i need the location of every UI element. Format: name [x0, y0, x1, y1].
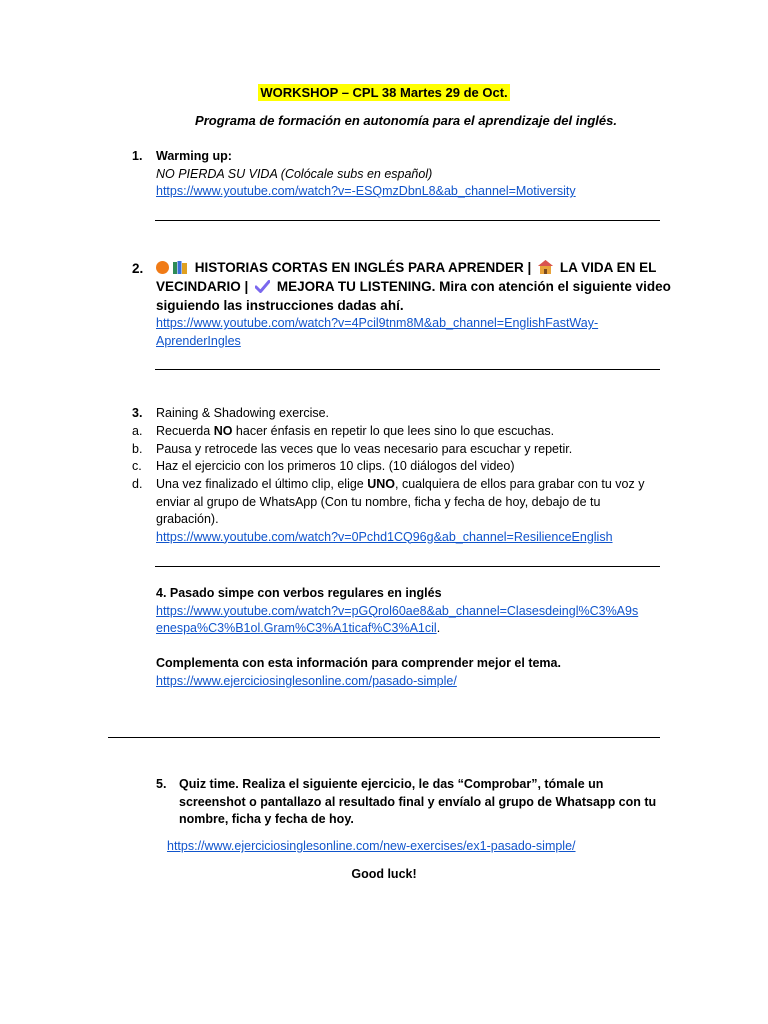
orange-circle-icon — [156, 261, 169, 274]
section4 — [156, 585, 676, 690]
section3-item-a-bold: NO — [213, 424, 233, 438]
section3-number: 3. — [132, 406, 143, 420]
section2-link-line2[interactable]: AprenderIngles — [156, 333, 241, 348]
section5-line3: nombre, ficha y fecha de hoy. — [179, 812, 354, 826]
section3-item-d-bold: UNO — [367, 477, 395, 491]
section4-complement-link[interactable]: https://www.ejerciciosinglesonline.com/pasado-simple/ — [156, 673, 457, 688]
checkmark-icon — [255, 280, 270, 293]
section3-item-c: Haz el ejercicio con los primeros 10 clips. (10 diálogos del video) — [156, 459, 515, 473]
section3-item-d-pre: Una vez finalizado el último clip, elige — [156, 477, 368, 491]
section3-item-d-line3: grabación). — [156, 512, 219, 526]
page-title — [0, 85, 768, 100]
section5-number: 5. — [156, 777, 167, 791]
section5-line2: screenshot o pantallazo al resultado final y envíalo al grupo de Whatsapp con tu — [179, 794, 657, 809]
section3-heading: Raining & Shadowing exercise. — [156, 406, 330, 420]
section5-line1: Quiz time. Realiza el siguiente ejercicio, le das “Comprobar”, tómale un — [179, 777, 604, 791]
section2-title-part1: HISTORIAS CORTAS EN INGLÉS PARA APRENDER | — [194, 260, 532, 275]
closing-text: Good luck! — [351, 867, 417, 881]
section3-item-d-line2: enviar al grupo de WhatsApp (Con tu nombre, ficha y fecha de hoy, debajo de tu — [156, 494, 601, 509]
section2-number: 2. — [132, 261, 144, 276]
section2 — [156, 258, 676, 315]
section4-link-line1[interactable]: https://www.youtube.com/watch?v=pGQrol60ae8&ab_channel=Clasesdeingl%C3%A9s — [156, 603, 639, 618]
section3-item-c-letter: c. — [132, 459, 142, 473]
divider-2 — [155, 369, 660, 370]
section2-title-part5: siguiendo las instrucciones dadas ahí. — [156, 298, 404, 313]
divider-3 — [155, 566, 660, 567]
section1-heading: Warming up: — [156, 149, 232, 163]
section5 — [179, 776, 679, 829]
section4-heading: 4. Pasado simpe con verbos regulares en inglés — [156, 586, 442, 600]
section3-item-b: Pausa y retrocede las veces que lo veas necesario para escuchar y repetir. — [156, 442, 573, 456]
section3-item-a-letter: a. — [132, 424, 143, 438]
section3-item-a-post: hacer énfasis en repetir lo que lees sino lo que escuchas. — [232, 424, 555, 438]
section3-item-b-letter: b. — [132, 442, 143, 456]
section2-link-line1[interactable]: https://www.youtube.com/watch?v=4Pcil9tnm8M&ab_channel=EnglishFastWay- — [156, 316, 599, 330]
books-icon — [173, 261, 188, 274]
section3-item-d-post: , cualquiera de ellos para grabar con tu voz y — [395, 477, 645, 491]
section1-number: 1. — [132, 149, 143, 163]
page-title-text: WORKSHOP – CPL 38 Martes 29 de Oct. — [260, 85, 508, 100]
section4-complement: Complementa con esta información para comprender mejor el tema. — [156, 656, 561, 670]
page-subtitle: Programa de formación en autonomía para el aprendizaje del inglés. — [195, 113, 617, 128]
house-icon — [538, 260, 553, 274]
section5-link[interactable]: https://www.ejerciciosinglesonline.com/new-exercises/ex1-pasado-simple/ — [167, 839, 576, 853]
section2-title-part3: VECINDARIO | — [156, 279, 249, 294]
section2-title-part4: MEJORA TU LISTENING. Mira con atención el siguiente video — [276, 279, 671, 294]
divider-1 — [155, 220, 660, 221]
section3-item-a-pre: Recuerda — [156, 424, 214, 438]
section4-link-suffix: . — [436, 621, 441, 635]
section3-item-a — [156, 423, 656, 441]
divider-4 — [108, 737, 660, 738]
section1-link[interactable]: https://www.youtube.com/watch?v=-ESQmzDbnL8&ab_channel=Motiversity — [156, 184, 576, 198]
section2-title-part2: LA VIDA EN EL — [559, 260, 657, 275]
section5-link-wrap — [167, 838, 576, 856]
section4-link-line2[interactable]: enespa%C3%B1ol.Gram%C3%A1ticaf%C3%A1cil — [156, 621, 437, 635]
section3-item-d — [156, 476, 676, 546]
section3-item-d-letter: d. — [132, 477, 143, 491]
section2-link-block — [156, 315, 656, 350]
section1 — [156, 148, 656, 201]
section3-link[interactable]: https://www.youtube.com/watch?v=0Pchd1CQ96g&ab_channel=ResilienceEnglish — [156, 529, 613, 544]
section1-subheading: NO PIERDA SU VIDA (Colócale subs en español) — [156, 166, 433, 181]
